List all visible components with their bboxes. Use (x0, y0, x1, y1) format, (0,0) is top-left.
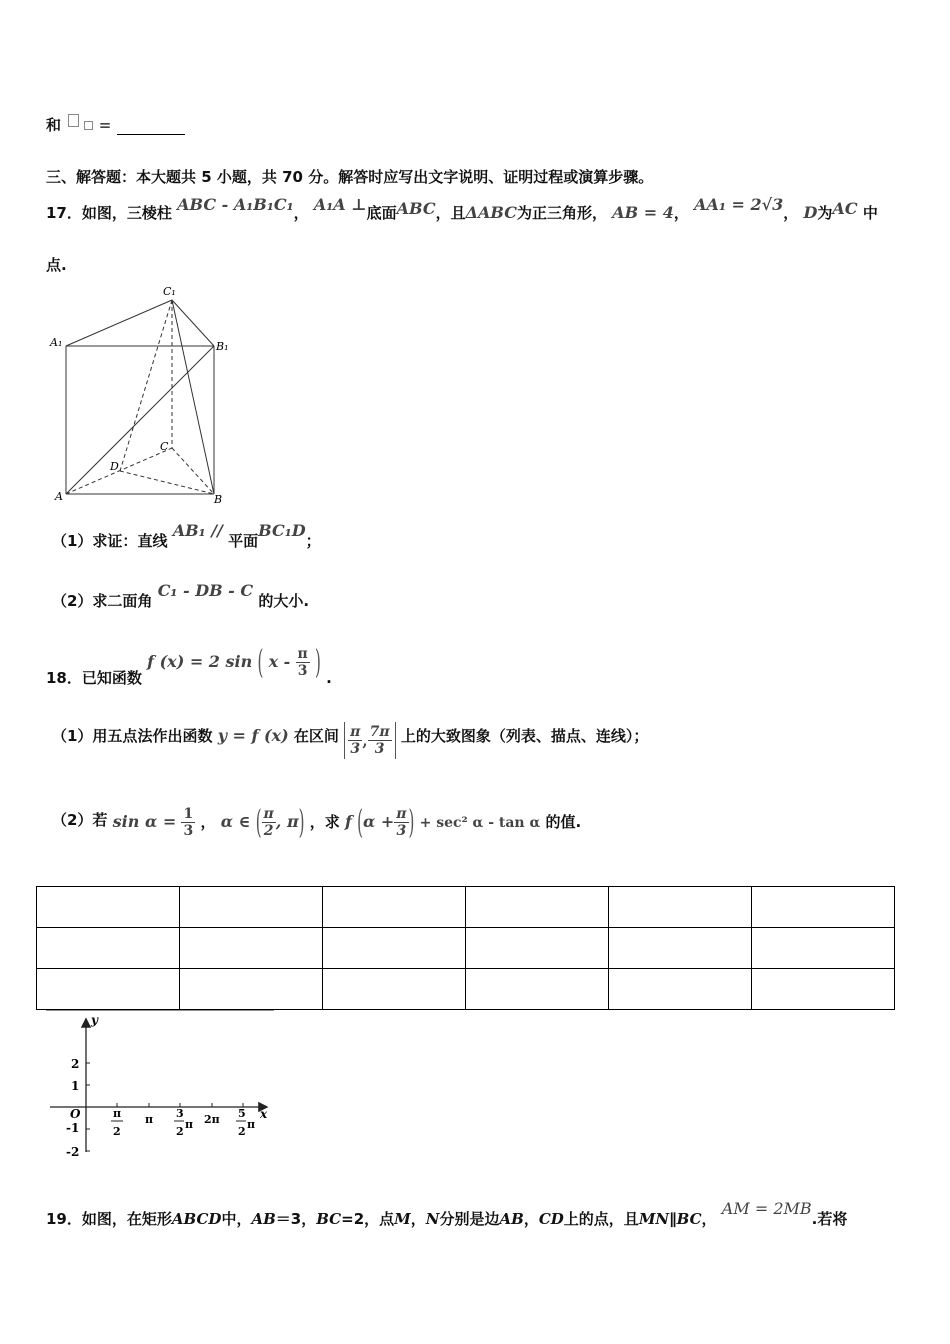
table-cell (180, 887, 323, 928)
label-b1: B₁ (216, 340, 229, 353)
label-b: B (214, 493, 223, 504)
x-tick-label: 2 (176, 1125, 184, 1138)
table-row (37, 928, 895, 969)
missing-glyph-box-small (84, 121, 93, 130)
table-cell (323, 969, 466, 1010)
table-row (37, 887, 895, 928)
x-tick-label: 2 (113, 1125, 121, 1138)
table-row (37, 969, 895, 1010)
q18-stem: 18．已知函数 f (x) = 2 sin ( x - $\frac{\pi}{3}$ ) . (46, 642, 332, 687)
table-cell (752, 928, 895, 969)
coordinate-grid (44, 1010, 284, 1170)
q17-stem-cont: 点. (46, 256, 67, 274)
x-tick-label: π (247, 1118, 256, 1131)
q17-part2: （2）求二面角 C₁ - DB - C 的大小. (52, 581, 310, 610)
table-cell (180, 969, 323, 1010)
table-cell (609, 887, 752, 928)
table-cell (37, 969, 180, 1010)
section-heading: 三、解答题：本大题共 5 小题，共 70 分。解答时应写出文字说明、证明过程或演算步骤。 (46, 168, 654, 186)
label-c1: C₁ (163, 285, 176, 298)
q19-stem: 19．如图，在矩形ABCD中，AB＝3，BC=2，点M，N分别是边AB，CD上的点，且MN∥BC， AM = 2MB.若将 (46, 1199, 848, 1228)
x-tick-label: 5 (238, 1107, 246, 1120)
x-tick-label: 3 (176, 1107, 184, 1120)
table-cell (466, 969, 609, 1010)
y-tick-label: -2 (66, 1145, 80, 1159)
x-tick-label: π (185, 1118, 194, 1131)
y-tick-label: -1 (66, 1121, 80, 1135)
table-cell (180, 928, 323, 969)
missing-glyph-box (68, 114, 79, 127)
prism-figure (46, 282, 246, 504)
label-a1: A₁ (50, 336, 63, 349)
q17-part1: （1）求证：直线 AB₁ // 平面BC₁D； (52, 521, 321, 550)
table-cell (466, 928, 609, 969)
label-a: A (55, 490, 63, 503)
origin-label: O (70, 1107, 81, 1121)
label-c: C (160, 440, 169, 453)
table-cell (752, 969, 895, 1010)
table-cell (37, 928, 180, 969)
x-tick-label: 2 (238, 1125, 246, 1138)
y-label: y (91, 1013, 98, 1027)
five-point-table (36, 886, 895, 1010)
answer-line: 和 = (46, 114, 185, 135)
table-cell (466, 887, 609, 928)
y-tick-label: 1 (71, 1079, 80, 1093)
table-cell (752, 887, 895, 928)
label-d: D (110, 460, 119, 473)
y-tick-label: 2 (71, 1057, 80, 1071)
x-tick-label: π (145, 1113, 154, 1126)
x-label: x (260, 1107, 268, 1121)
x-tick-label: π (113, 1107, 122, 1120)
q18-part2: （2）若 sin α = $\frac{1}{3}$ ， α ∈ ( $\frac{\pi}{2}$ , π) ，求 f (α + $\frac{\pi}{3}$ ) + sec² α - tan α 的值. (52, 802, 582, 842)
q18-part1: （1）用五点法作出函数 y = f (x) 在区间 $\frac{\pi}{3}$ , $\frac{7\pi}{3}$ 上的大致图象（列表、描点、连线）； (52, 724, 649, 757)
table-cell (37, 887, 180, 928)
table-cell (609, 928, 752, 969)
x-tick-label: 2π (204, 1113, 220, 1126)
table-cell (609, 969, 752, 1010)
answer-blank (117, 120, 185, 135)
table-cell (323, 887, 466, 928)
q17-stem: 17．如图，三棱柱 ABC - A₁B₁C₁， A₁A ⊥底面ABC，且ΔABC为正三角形， AB = 4， AA₁ = 2√3， D为AC 中 (46, 195, 878, 222)
table-cell (323, 928, 466, 969)
